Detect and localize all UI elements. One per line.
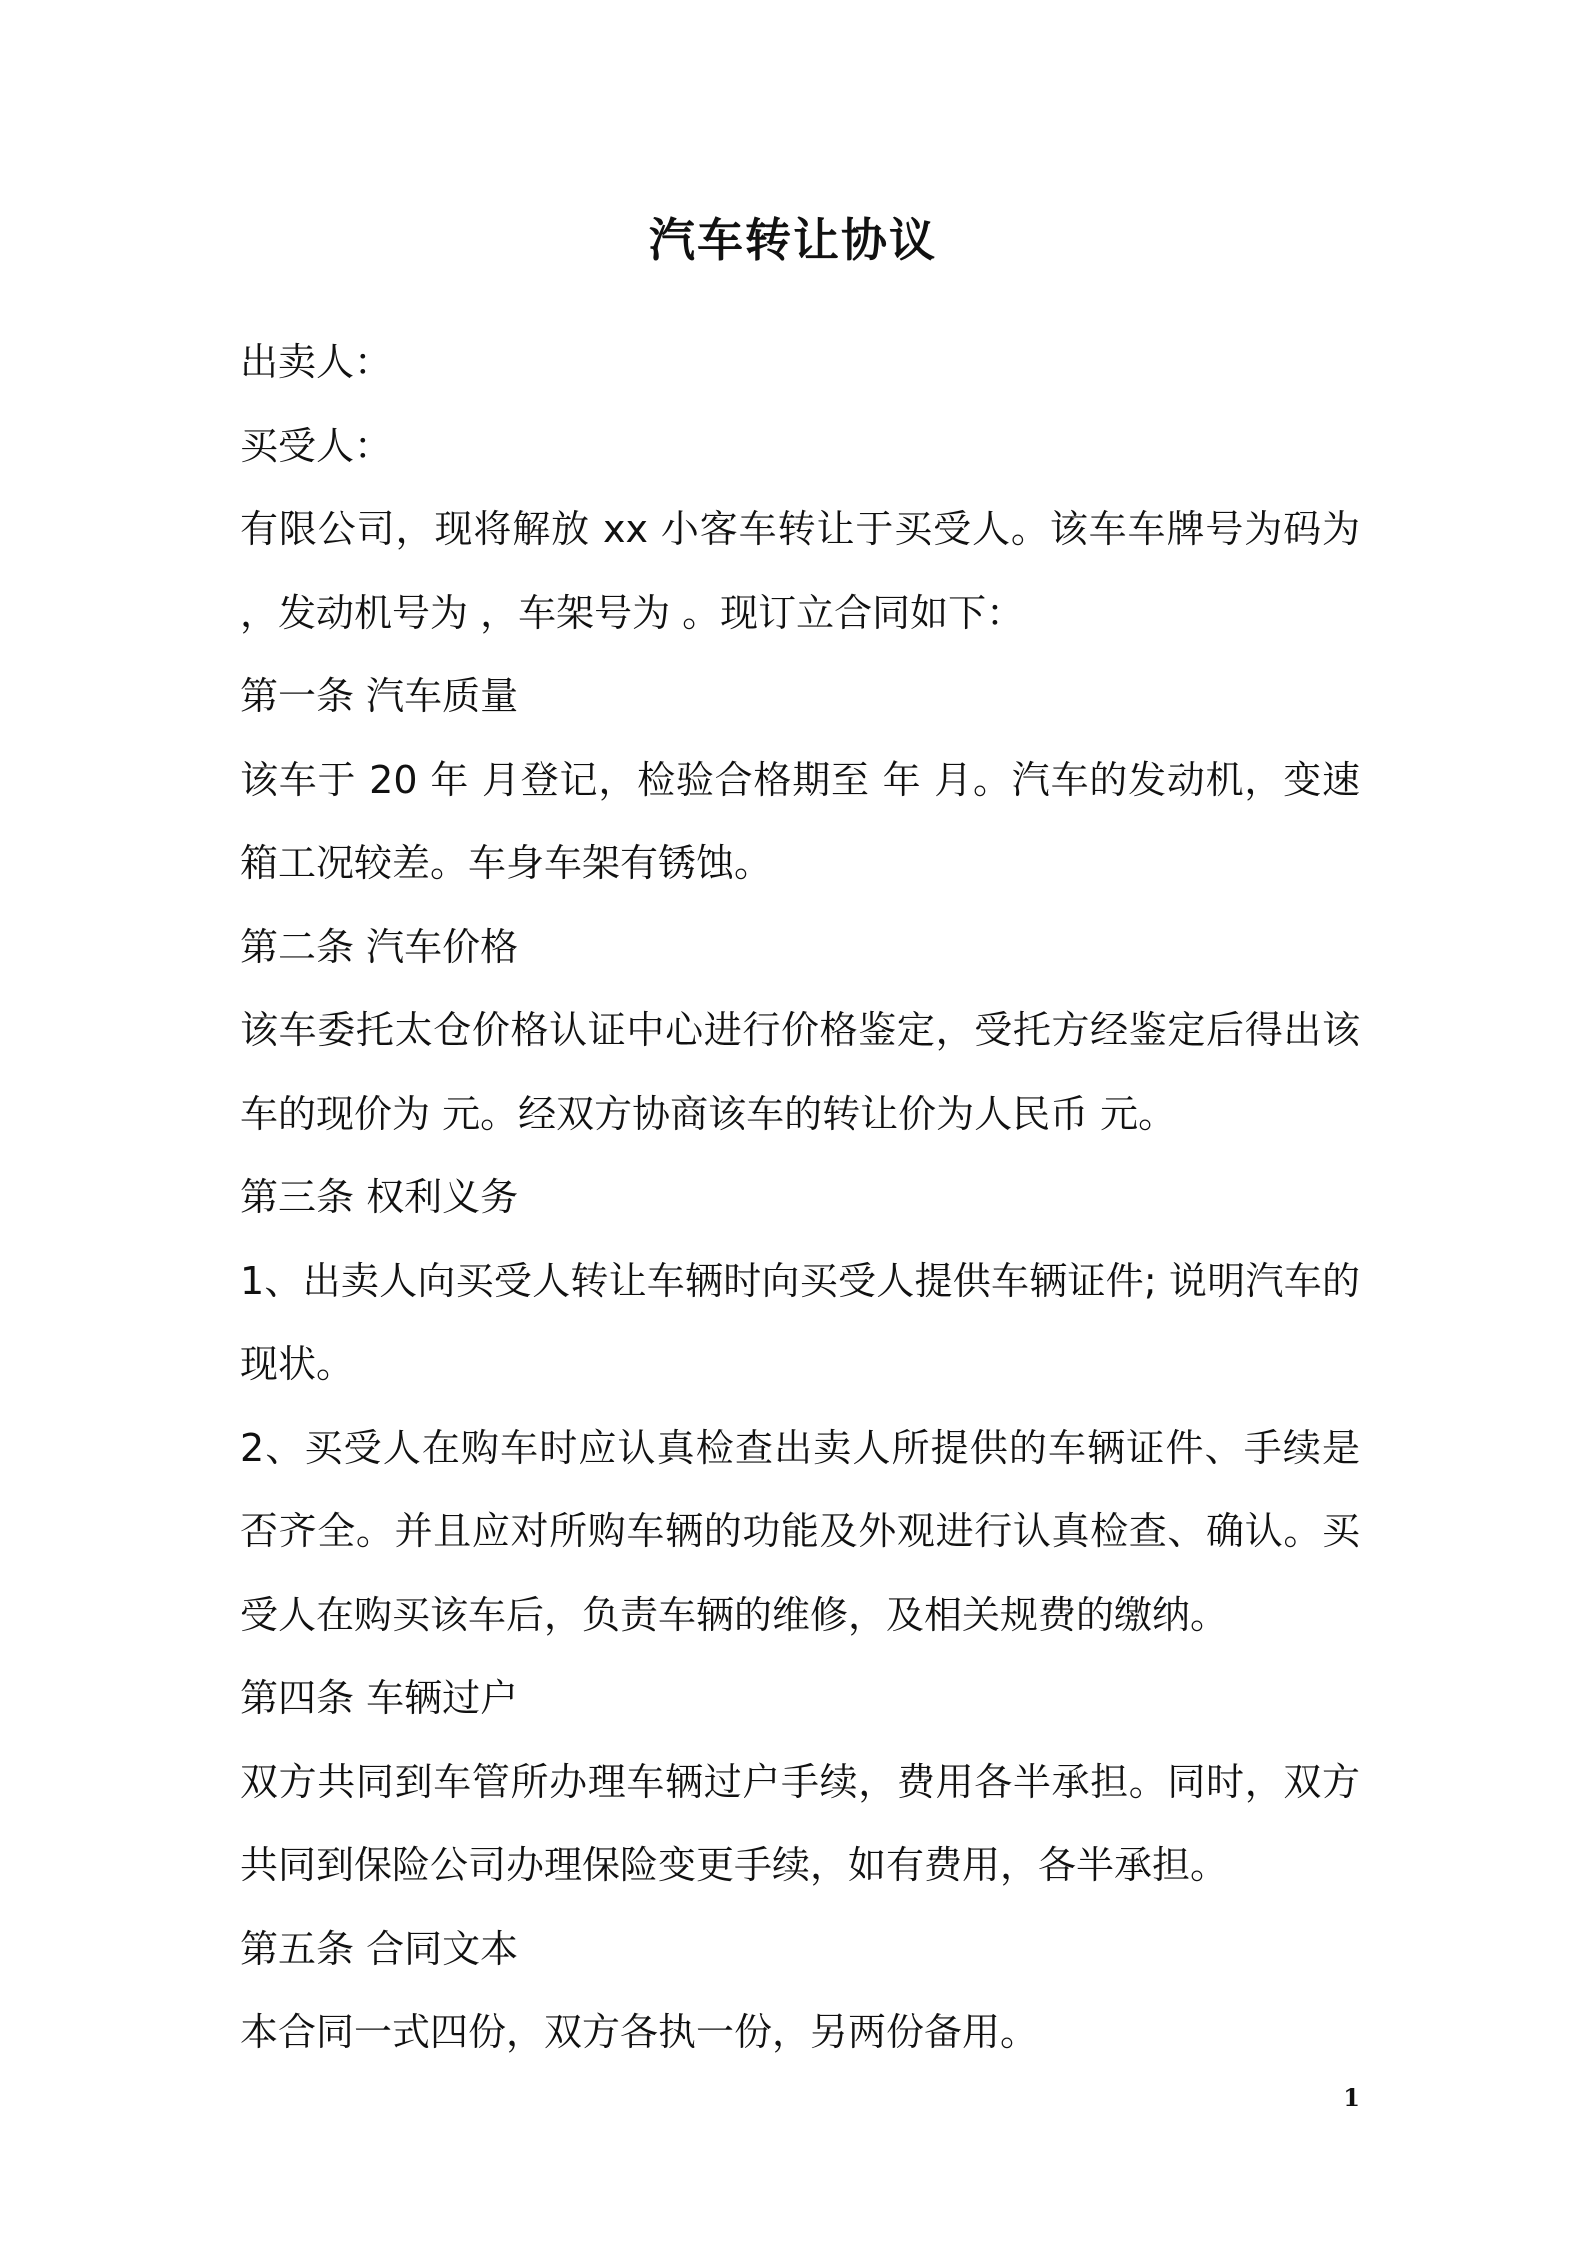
intro-paragraph: 有限公司，现将解放 xx 小客车转让于买受人。该车车牌号为码为 ，发动机号为 ，车架号为 。现订立合同如下： xyxy=(240,507,1360,635)
buyer-line: 买受人： xyxy=(240,423,393,468)
seller-line: 出卖人： xyxy=(240,340,393,384)
article-3-item-2: 2、买受人在购车时应认真检查出卖人所提供的车辆证件、手续是否齐全。并且应对所购车辆的功能及外观进行认真检查、确认。买受人在购买该车后，负责车辆的维修，及相关规费的缴纳。 xyxy=(240,1425,1360,1637)
article-2-text: 该车委托太仓价格认证中心进行价格鉴定，受托方经鉴定后得出该车的现价为 元。经双方协商该车的转让价为人民币 元。 xyxy=(240,1008,1360,1136)
article-3-item-1: 1、出卖人向买受人转让车辆时向买受人提供车辆证件; 说明汽车的现状。 xyxy=(240,1258,1360,1386)
article-3-heading: 第三条 权利义务 xyxy=(240,1175,519,1219)
article-1-text: 该车于 20 年 月登记，检验合格期至 年 月。汽车的发动机，变速箱工况较差。车身车架有锈蚀。 xyxy=(240,757,1360,885)
article-4-heading: 第四条 车辆过户 xyxy=(240,1676,519,1720)
article-4-text: 双方共同到车管所办理车辆过户手续，费用各半承担。同时，双方共同到保险公司办理保险变更手续，如有费用，各半承担。 xyxy=(240,1759,1360,1887)
document-title: 汽车转让协议 xyxy=(649,213,937,267)
page-number: 1 xyxy=(1343,2083,1360,2112)
article-2-heading: 第二条 汽车价格 xyxy=(240,924,519,969)
document-body xyxy=(240,321,1360,2075)
article-1-heading: 第一条 汽车质量 xyxy=(240,674,519,718)
article-5-heading: 第五条 合同文本 xyxy=(240,1926,519,1971)
article-5-text: 本合同一式四份，双方各执一份，另两份备用。 xyxy=(240,2010,1039,2054)
